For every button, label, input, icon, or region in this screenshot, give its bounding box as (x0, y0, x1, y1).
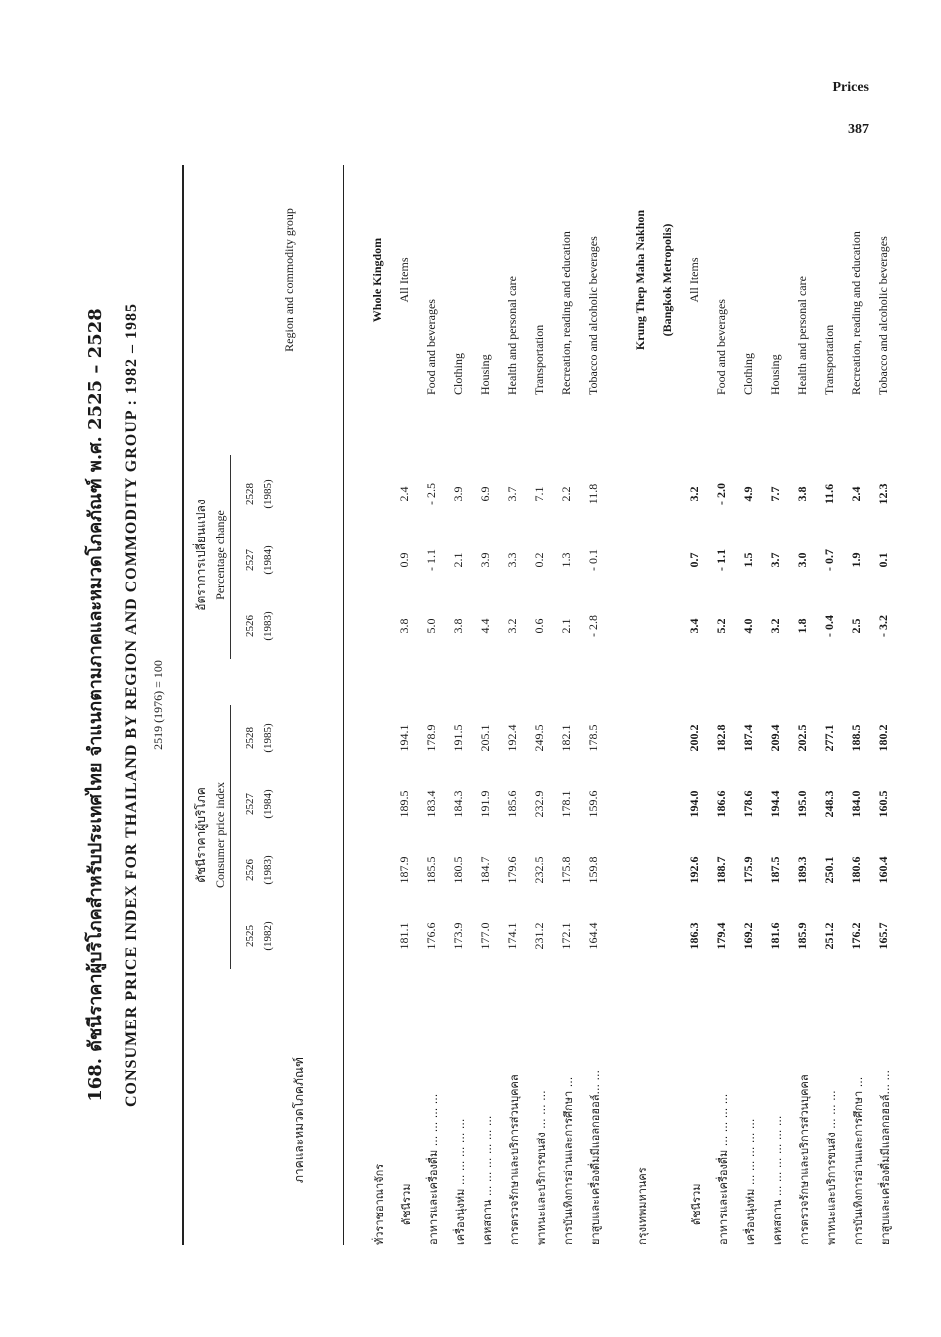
pct-change-value: 6.9 (478, 486, 492, 502)
cpi-value: 178.6 (741, 790, 755, 818)
pct-change-value: 3.8 (451, 618, 465, 634)
table-row (397, 165, 424, 1245)
row-label-english: Clothing (741, 352, 755, 395)
cpi-value: 186.6 (714, 790, 728, 818)
pct-change-value: 2.1 (559, 618, 573, 634)
table-row (741, 165, 768, 1245)
row-label-english: Recreation, reading and education (559, 231, 573, 395)
table-row (532, 165, 559, 1245)
row-label-thai: การบันเทิงการอ่านและการศึกษา ... (562, 1076, 575, 1245)
cpi-value: 169.2 (741, 922, 755, 950)
cpi-value: 185.5 (424, 856, 438, 884)
cpi-value: 176.2 (849, 922, 863, 950)
cpi-value: 191.5 (451, 724, 465, 752)
region-label-thai: ทั่วราชอาณาจักร (373, 1163, 386, 1245)
table-row (687, 165, 714, 1245)
pct-change-value: 0.7 (687, 552, 701, 568)
cpi-value: 187.9 (397, 856, 411, 884)
cpi-value: 184.3 (451, 790, 465, 818)
cpi-value: 186.3 (687, 922, 701, 950)
row-label-thai: อาหารและเครื่องดื่ม ... ... ... ... (427, 1093, 440, 1245)
cpi-value: 209.4 (768, 724, 782, 752)
row-label-english: Housing (478, 354, 492, 395)
pct-change-value: 0.1 (876, 552, 890, 568)
cpi-value: 200.2 (687, 724, 701, 752)
cpi-value: 202.5 (795, 724, 809, 752)
cpi-value: 194.4 (768, 790, 782, 818)
pct-change-value: - 2.8 (586, 615, 600, 637)
pct-change-value: 3.0 (795, 552, 809, 568)
table-row (478, 165, 505, 1245)
cpi-value: 160.4 (876, 856, 890, 884)
table-row (822, 165, 849, 1245)
cpi-value: 251.2 (822, 922, 836, 950)
row-label-thai: เครื่องนุ่งห่ม ... ... ... ... ... (744, 1118, 757, 1245)
cpi-value: 178.5 (586, 724, 600, 752)
table-row (451, 165, 478, 1245)
cpi-value: 159.6 (586, 790, 600, 818)
cpi-value: 195.0 (795, 790, 809, 818)
cpi-value: 192.4 (505, 724, 519, 752)
pct-change-value: 3.9 (478, 552, 492, 568)
cpi-value: 159.8 (586, 856, 600, 884)
cpi-value: 175.9 (741, 856, 755, 884)
pct-change-value: 3.2 (687, 486, 701, 502)
cpi-value: 192.6 (687, 856, 701, 884)
cpi-value: 185.9 (795, 922, 809, 950)
region-label-english-sub: (Bangkok Metropolis) (660, 223, 674, 337)
rotated-table (80, 165, 892, 1245)
row-label-thai: เคหสถาน ... ... ... ... ... ... (771, 1115, 784, 1245)
row-label-english: Tobacco and alcoholic beverages (586, 236, 600, 395)
year-col-1: 2525 (1982) (244, 921, 274, 951)
cpi-value: 177.0 (478, 922, 492, 950)
pct-change-value: 2.1 (451, 552, 465, 568)
pct-english: Percentage change (213, 510, 227, 600)
pct-change-value: 12.3 (876, 483, 890, 505)
row-label-thai: ยาสูบและเครื่องดื่มมีแอลกอฮอล์... ... (589, 1070, 602, 1245)
cpi-value: 184.0 (849, 790, 863, 818)
table-row (559, 165, 586, 1245)
pct-change-value: 1.9 (849, 552, 863, 568)
row-label-thai: ดัชนีรวม (400, 1183, 413, 1225)
region-row-bangkok (633, 165, 660, 1245)
year-col-2: 2526 (1983) (244, 855, 274, 885)
pct-change-value: 3.9 (451, 486, 465, 502)
pct-change-value: 3.4 (687, 618, 701, 634)
cpi-value: 189.3 (795, 856, 809, 884)
row-label-english: Food and beverages (424, 299, 438, 395)
cpi-value: 178.1 (559, 790, 573, 818)
cpi-value: 165.7 (876, 922, 890, 950)
cpi-value: 180.2 (876, 724, 890, 752)
top-rule (182, 165, 184, 1245)
cpi-underline (230, 705, 231, 969)
row-label-english: Food and beverages (714, 299, 728, 395)
pct-change-value: 7.1 (532, 486, 546, 502)
year-col-4: 2528 (1985) (244, 723, 274, 753)
page-number: 387 (848, 121, 869, 137)
cpi-value: 180.6 (849, 856, 863, 884)
pct-change-value: 3.2 (505, 618, 519, 634)
pct-change-value: 3.8 (397, 618, 411, 634)
pct-change-value: 1.8 (795, 618, 809, 634)
pct-change-value: 0.9 (397, 552, 411, 568)
pct-change-value: - 0.4 (822, 615, 836, 637)
cpi-value: 250.1 (822, 856, 836, 884)
table-row (714, 165, 741, 1245)
pct-change-value: 3.3 (505, 552, 519, 568)
pct-change-value: 11.8 (586, 483, 600, 505)
table-row (876, 165, 903, 1245)
pct-change-value: 11.6 (822, 483, 836, 505)
row-label-english: Health and personal care (505, 276, 519, 395)
row-label-english: Health and personal care (795, 276, 809, 395)
row-label-thai: เคหสถาน ... ... ... ... ... ... (481, 1115, 494, 1245)
cpi-value: 164.4 (586, 922, 600, 950)
pct-change-value: - 0.1 (586, 549, 600, 571)
cpi-value: 184.7 (478, 856, 492, 884)
row-label-english: Transportation (822, 324, 836, 395)
cpi-value: 175.8 (559, 856, 573, 884)
pct-change-value: 1.3 (559, 552, 573, 568)
pct-change-value: 4.4 (478, 618, 492, 634)
row-label-english: Recreation, reading and education (849, 231, 863, 395)
cpi-value: 189.5 (397, 790, 411, 818)
cpi-value: 187.4 (741, 724, 755, 752)
cpi-value: 172.1 (559, 922, 573, 950)
row-label-english: All Items (687, 257, 701, 303)
cpi-value: 249.5 (532, 724, 546, 752)
region-label-english: Whole Kingdom (370, 237, 384, 323)
row-label-thai: การตรวจรักษาและบริการส่วนบุคคล (508, 1074, 521, 1245)
cpi-value: 179.4 (714, 922, 728, 950)
pct-change-value: - 1.1 (714, 549, 728, 571)
row-label-english: Transportation (532, 324, 546, 395)
pct-change-value: 2.4 (397, 486, 411, 502)
cpi-value: 183.4 (424, 790, 438, 818)
section-label: Prices (832, 80, 869, 95)
pct-change-value: 0.2 (532, 552, 546, 568)
cpi-english: Consumer price index (213, 782, 227, 888)
pct-change-value: - 0.7 (822, 549, 836, 571)
pct-change-value: - 1.1 (424, 549, 438, 571)
pct-change-value: 3.7 (505, 486, 519, 502)
table-row (849, 165, 876, 1245)
cpi-value: 194.0 (687, 790, 701, 818)
cpi-value: 160.5 (876, 790, 890, 818)
pct-change-value: - 2.5 (424, 483, 438, 505)
pct-underline (230, 455, 231, 659)
cpi-value: 178.9 (424, 724, 438, 752)
pct-change-value: 2.5 (849, 618, 863, 634)
header-right-english: Region and commodity group (282, 208, 296, 352)
table-row (505, 165, 532, 1245)
pct-change-value: 3.2 (768, 618, 782, 634)
pct-change-value: 1.5 (741, 552, 755, 568)
cpi-value: 248.3 (822, 790, 836, 818)
cpi-value: 176.6 (424, 922, 438, 950)
pct-change-value: 5.0 (424, 618, 438, 634)
table-row (424, 165, 451, 1245)
title-english: CONSUMER PRICE INDEX FOR THAILAND BY REGION AND COMMODITY GROUP : 1982 – 1985 (123, 303, 140, 1107)
pct-change-value: - 2.0 (714, 483, 728, 505)
pct-thai: อัตราการเปลี่ยนแปลง (194, 499, 208, 611)
row-label-thai: ยาสูบและเครื่องดื่มมีแอลกอฮอล์... ... (879, 1070, 892, 1245)
row-label-english: Tobacco and alcoholic beverages (876, 236, 890, 395)
pct-change-value: - 3.2 (876, 615, 890, 637)
year-col-5: 2526 (1983) (244, 611, 274, 641)
row-label-thai: การบันเทิงการอ่านและการศึกษา ... (852, 1076, 865, 1245)
whole-kingdom-rows (397, 165, 613, 1245)
header-rule (343, 165, 344, 1245)
cpi-value: 231.2 (532, 922, 546, 950)
table-row (768, 165, 795, 1245)
cpi-value: 187.5 (768, 856, 782, 884)
year-col-7: 2528 (1985) (244, 479, 274, 509)
cpi-value: 182.8 (714, 724, 728, 752)
year-col-3: 2527 (1984) (244, 789, 274, 819)
row-label-english: Housing (768, 354, 782, 395)
region-label-english: Krung Thep Maha Nakhon (633, 209, 647, 351)
cpi-value: 174.1 (505, 922, 519, 950)
table-row (586, 165, 613, 1245)
title-thai: 168. ดัชนีราคาผู้บริโภคสำหรับประเทศไทย จำแนกตามภาคและหมวดโภคภัณฑ์ พ.ศ. 2525 – 2528 (85, 308, 106, 1102)
bangkok-rows (687, 165, 903, 1245)
pct-change-value: 0.6 (532, 618, 546, 634)
pct-change-value: 7.7 (768, 486, 782, 502)
cpi-value: 191.9 (478, 790, 492, 818)
cpi-thai: ดัชนีราคาผู้บริโภค (194, 787, 208, 883)
cpi-value: 232.9 (532, 790, 546, 818)
year-col-6: 2527 (1984) (244, 545, 274, 575)
pct-change-value: 3.8 (795, 486, 809, 502)
row-label-thai: เครื่องนุ่งห่ม ... ... ... ... ... (454, 1118, 467, 1245)
pct-change-value: 5.2 (714, 618, 728, 634)
cpi-value: 185.6 (505, 790, 519, 818)
base-year: 2519 (1976) = 100 (151, 660, 165, 750)
page-header (832, 78, 869, 139)
row-label-thai: พาหนะและบริการขนส่ง ... ... ... (535, 1090, 548, 1245)
cpi-value: 181.6 (768, 922, 782, 950)
row-label-thai: การตรวจรักษาและบริการส่วนบุคคล (798, 1074, 811, 1245)
table-body (370, 165, 903, 1245)
pct-change-value: 4.0 (741, 618, 755, 634)
pct-change-value: 4.9 (741, 486, 755, 502)
header-cpi (192, 685, 228, 985)
cpi-value: 194.1 (397, 724, 411, 752)
cpi-value: 173.9 (451, 922, 465, 950)
cpi-value: 179.6 (505, 856, 519, 884)
row-label-thai: ดัชนีรวม (690, 1183, 703, 1225)
cpi-value: 277.1 (822, 724, 836, 752)
cpi-value: 188.5 (849, 724, 863, 752)
cpi-value: 182.1 (559, 724, 573, 752)
pct-change-value: 2.2 (559, 486, 573, 502)
table-titles (80, 165, 166, 1245)
row-label-english: Clothing (451, 352, 465, 395)
pct-change-value: 2.4 (849, 486, 863, 502)
header-left-thai: ภาคและหมวดโภคภัณฑ์ (292, 1057, 306, 1183)
cpi-value: 181.1 (397, 922, 411, 950)
row-label-thai: พาหนะและบริการขนส่ง ... ... ... (825, 1090, 838, 1245)
cpi-value: 232.5 (532, 856, 546, 884)
cpi-value: 205.1 (478, 724, 492, 752)
pct-change-value: 3.7 (768, 552, 782, 568)
region-row-bangkok-sub (660, 165, 687, 1245)
row-label-english: All Items (397, 257, 411, 303)
region-label-thai: กรุงเทพมหานคร (636, 1167, 649, 1245)
table-row (795, 165, 822, 1245)
row-label-thai: อาหารและเครื่องดื่ม ... ... ... ... (717, 1093, 730, 1245)
header-pct (192, 445, 228, 665)
cpi-value: 180.5 (451, 856, 465, 884)
cpi-value: 188.7 (714, 856, 728, 884)
region-row-whole-kingdom (370, 165, 397, 1245)
